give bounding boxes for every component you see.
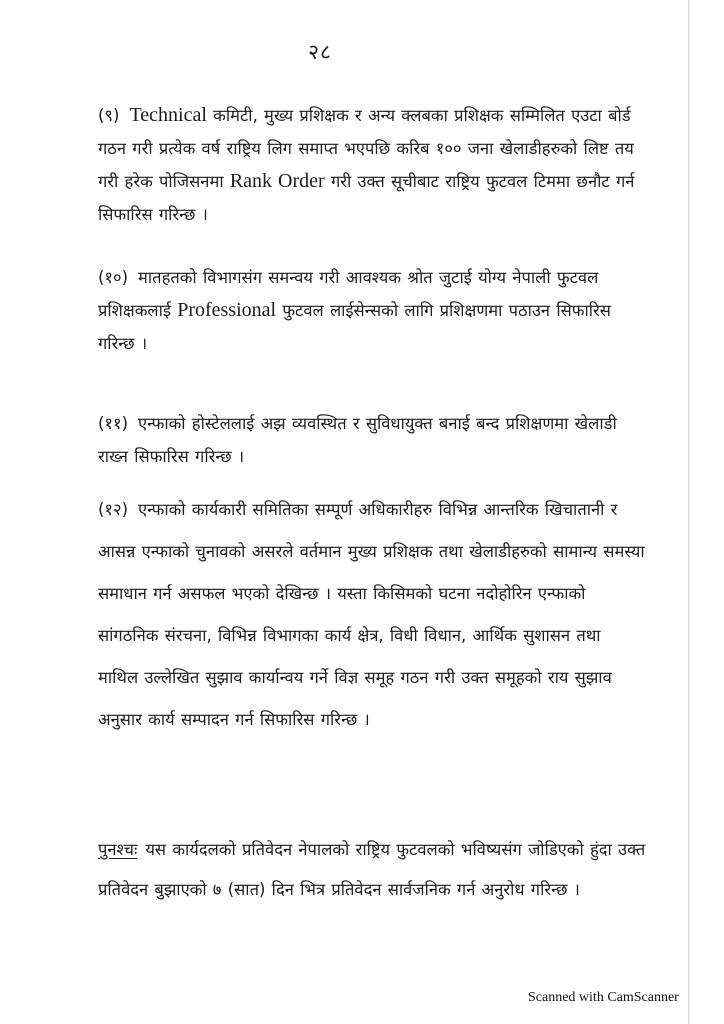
paragraph-text-latin: Technical	[129, 104, 207, 126]
scanner-watermark: Scanned with CamScanner	[528, 990, 679, 1005]
paragraph-10	[98, 261, 646, 360]
postscript	[98, 830, 646, 910]
paragraph-number: (९)	[98, 106, 120, 125]
page-number: २८	[308, 40, 332, 64]
paragraph-text: मातहतको विभागसंग समन्वय गरी आवश्यक श्रोत जुटाई योग्य नेपाली फुटवल प्रशिक्षकलाई	[98, 268, 599, 320]
paragraph-number: (१०)	[98, 268, 129, 287]
paragraph-11	[98, 407, 646, 473]
paragraph-12	[98, 489, 646, 741]
paragraph-number: (१२)	[98, 500, 129, 519]
page-edge-shadow	[688, 0, 690, 1024]
paragraph-text: फुटवल लाईसेन्सको लागि प्रशिक्षणमा पठाउन सिफारिस गरिन्छ ।	[98, 301, 611, 353]
paragraph-9	[98, 99, 646, 231]
paragraph-number: (११)	[98, 414, 129, 433]
paragraph-text-latin: Rank Order	[229, 170, 325, 192]
paragraph-text: एन्फाको होस्टेललाई अझ व्यवस्थित र सुविधायुक्त बनाई बन्द प्रशिक्षणमा खेलाडी राख्न सिफारिस गरिन्छ ।	[98, 414, 617, 466]
paragraph-text: कमिटी, मुख्य प्रशिक्षक र अन्य क्लबका प्रशिक्षक सम्मिलित एउटा बोर्ड गठन गरी प्रत्येक वर्ष राष्ट्रिय लिग समाप्त भएपछि करिब १०० जना खेलाडीहरुको लिष्ट तय गरी हरेक पोजिसनमा	[98, 106, 634, 191]
paragraph-text-latin: Professional	[177, 299, 277, 321]
postscript-label: पुनश्चः	[98, 840, 138, 859]
paragraph-text: गरी उक्त सूचीबाट राष्ट्रिय फुटवल टिममा छनौट गर्न सिफारिस गरिन्छ ।	[98, 172, 635, 224]
paragraph-text: एन्फाको कार्यकारी समितिका सम्पूर्ण अधिकारीहरु विभिन्न आन्तरिक खिचातानी र आसन्न एन्फाको चुनावको असरले वर्तमान मुख्य प्रशिक्षक तथा खेलाडीहरुको सामान्य समस्या समाधान गर्न असफल भएको देखिन्छ । यस्ता किसिमको घटना नदोहोरिन एन्फाको सांगठनिक संरचना, विभिन्न विभागका कार्य क्षेत्र, विधी विधान, आर्थिक सुशासन तथा माथिल उल्लेखित सुझाव कार्यान्वय गर्ने विज्ञ समूह गठन गरी उक्त समूहको राय सुझाव अनुसार कार्य सम्पादन गर्न सिफारिस गरिन्छ ।	[98, 500, 645, 729]
postscript-text: यस कार्यदलको प्रतिवेदन नेपालको राष्ट्रिय फुटवलको भविष्यसंग जोडिएको हुंदा उक्त प्रतिवेदन बुझाएको ७ (सात) दिन भित्र प्रतिवेदन सार्वजनिक गर्न अनुरोध गरिन्छ ।	[98, 840, 646, 899]
